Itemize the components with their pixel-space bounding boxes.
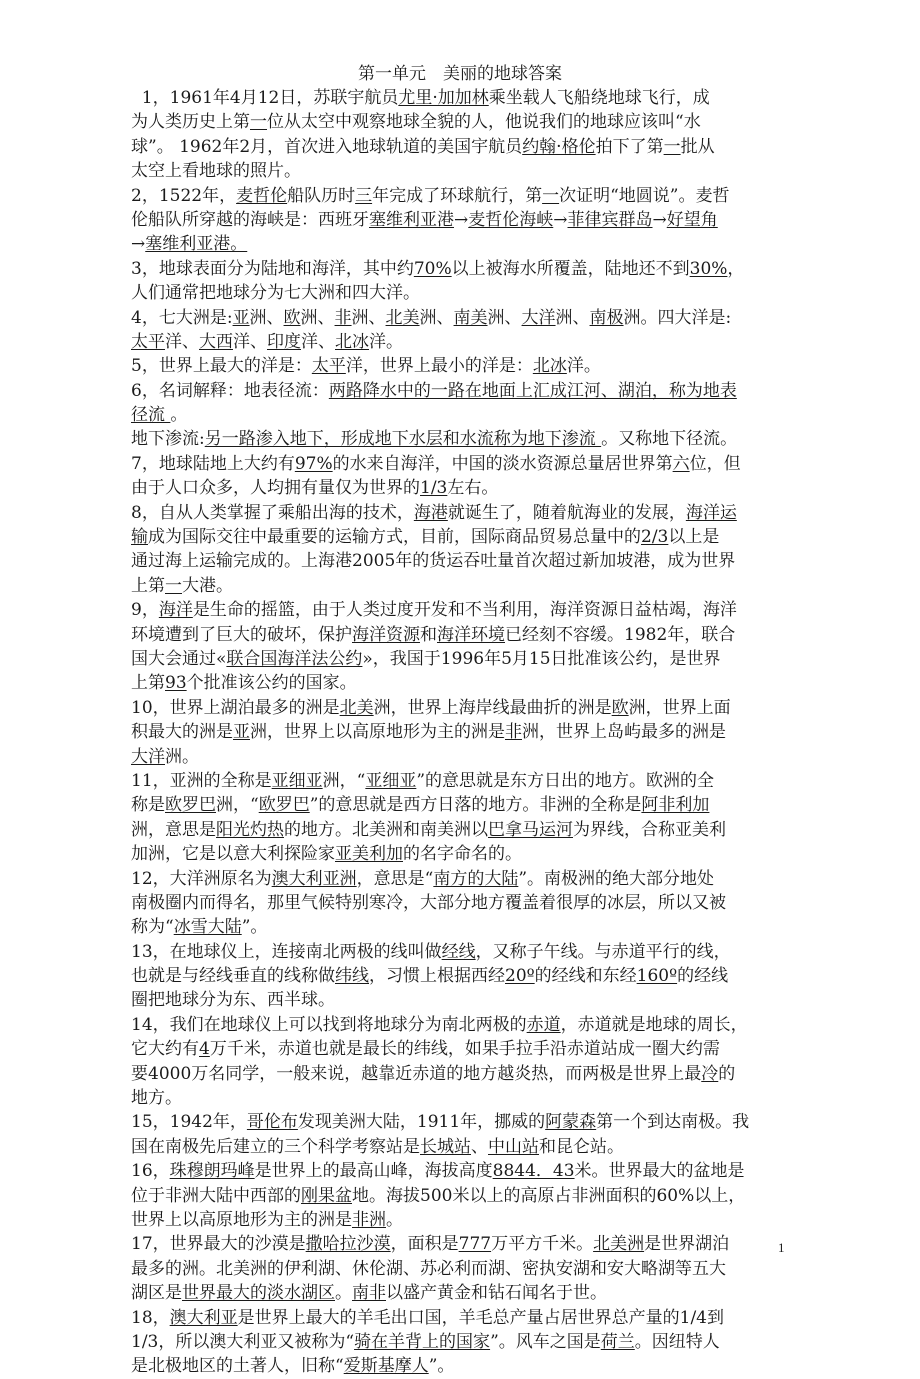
- text-segment: 洲，世界上以高原地形为主的洲是: [250, 722, 505, 743]
- answer-blank: 三: [355, 185, 373, 206]
- text-segment: 16，: [131, 1161, 170, 1182]
- text-segment: 5，世界上最大的洋是：: [131, 356, 312, 377]
- text-segment: 国大会通过«: [131, 648, 227, 669]
- text-line: [131, 1354, 791, 1378]
- text-segment: 2，1522年，: [131, 185, 237, 206]
- text-segment: 是世界上最大的羊毛出口国，羊毛总产量占居世界总产量的1/4到: [237, 1307, 724, 1328]
- text-segment: 批从: [680, 136, 715, 157]
- text-line: [131, 1110, 791, 1134]
- text-line: [131, 915, 791, 939]
- answer-blank: 海洋资源: [352, 624, 420, 645]
- text-segment: 伦船队所穿越的海峡是：西班牙: [131, 209, 369, 230]
- text-segment: →: [553, 209, 568, 230]
- text-segment: 洲，世界上面: [628, 697, 731, 718]
- text-segment: 年完成了环球航行，第: [372, 185, 543, 206]
- answer-blank: 一: [542, 185, 560, 206]
- text-segment: 加洲，它是以意大利探险家: [131, 844, 335, 865]
- answer-blank: 海洋运: [685, 502, 737, 523]
- text-line: [131, 403, 791, 427]
- text-segment: 洲、: [249, 307, 284, 328]
- text-segment: 的: [718, 1063, 736, 1084]
- text-line: [131, 745, 791, 769]
- text-segment: 第一个到达南极。我: [596, 1112, 750, 1133]
- answer-blank: 荷兰: [600, 1331, 635, 1352]
- text-segment: 。: [170, 405, 188, 426]
- text-segment: 6，名词解释：地表径流：: [131, 380, 329, 401]
- text-segment: 洲、: [487, 307, 522, 328]
- text-segment: 洲。四大洋是:: [623, 307, 732, 328]
- text-segment: 称是: [131, 795, 165, 816]
- text-segment: 的水来自海洋，中国的淡水资源总量居世界第: [332, 453, 673, 474]
- text-segment: →: [454, 209, 469, 230]
- answer-blank: 长城站: [420, 1136, 471, 1157]
- answer-blank: 北冰: [532, 356, 567, 377]
- text-segment: 1，1961年4月12日，苏联宇航员: [131, 88, 399, 108]
- text-line: [131, 476, 791, 500]
- answer-blank: 一: [250, 112, 267, 133]
- text-line: [131, 598, 791, 622]
- text-segment: 万千米，赤道也就是最长的纬线，如果手拉手沿赤道站成一圈大约需: [209, 1039, 720, 1060]
- text-line: [131, 110, 791, 134]
- text-segment: 上第: [131, 673, 165, 694]
- text-segment: 的地方。北美洲和南美洲以: [284, 819, 488, 840]
- text-line: [131, 1062, 791, 1086]
- text-segment: 9，: [131, 600, 159, 621]
- text-line: [131, 1086, 791, 1110]
- answer-blank: 4: [199, 1039, 210, 1060]
- answer-blank: 另一路渗入地下，形成地下水层和水流称为地下渗流: [204, 429, 602, 450]
- answer-blank: 麦哲伦: [236, 185, 288, 206]
- text-line: [131, 988, 791, 1012]
- answer-blank: 撒哈拉沙漠: [305, 1234, 391, 1255]
- text-line: [131, 1330, 791, 1354]
- answer-blank: 欧罗巴: [165, 795, 216, 816]
- text-segment: 。: [335, 1283, 352, 1304]
- text-segment: 洲，意思是: [131, 819, 216, 840]
- answer-blank: 160º: [636, 966, 678, 987]
- text-segment: ”。风车之国是: [490, 1331, 601, 1352]
- text-line: [131, 623, 791, 647]
- answer-blank: 30%: [689, 258, 728, 279]
- answer-blank: 阿非利加: [641, 795, 710, 816]
- answer-blank: 爱斯基摩人: [343, 1356, 429, 1377]
- text-segment: 人们通常把地球分为七大洲和四大洋。: [131, 283, 420, 304]
- text-segment: ，习惯上根据西经: [369, 966, 505, 987]
- text-line: [131, 867, 791, 891]
- answer-blank: 海港: [413, 502, 448, 523]
- page-title: 第一单元 美丽的地球答案: [358, 64, 562, 84]
- answer-blank: 2/3: [641, 527, 669, 548]
- text-segment: 世界上以高原地形为主的洲是: [131, 1209, 352, 1230]
- text-segment: 洋、: [301, 331, 335, 352]
- answer-blank: 阿蒙森: [545, 1112, 597, 1133]
- text-segment: 是世界湖泊: [644, 1234, 730, 1255]
- text-segment: 拍下了第: [595, 136, 664, 157]
- text-segment: 12，大洋洲原名为: [131, 868, 272, 889]
- answer-blank: 塞维利亚港: [369, 209, 454, 230]
- text-segment: 洲，世界上岛屿最多的洲是: [522, 722, 726, 743]
- page-number: 1: [778, 1240, 785, 1255]
- text-segment: 地。海拔500米以上的高原占非洲面积的60%以上，: [352, 1185, 746, 1206]
- answer-blank: 非洲: [352, 1209, 386, 1230]
- text-segment: 10，世界上湖泊最多的洲是: [131, 697, 340, 718]
- answer-blank: 六: [672, 453, 690, 474]
- answer-blank: 冷: [701, 1063, 719, 1084]
- text-line: [131, 257, 791, 281]
- answer-blank: 亚: [233, 722, 250, 743]
- answer-blank: 亚美利加: [335, 844, 403, 865]
- text-segment: 洲，“: [216, 795, 259, 816]
- text-segment: ，: [727, 258, 745, 279]
- answer-blank: 777: [458, 1234, 492, 1255]
- text-segment: 湖区是: [131, 1283, 182, 1304]
- text-segment: 是北极地区的土著人，旧称“: [131, 1356, 344, 1377]
- answer-blank: 南非: [352, 1283, 386, 1304]
- text-segment: 洲、: [419, 307, 454, 328]
- text-segment: 13，在地球仪上，连接南北两极的线叫做: [131, 941, 442, 962]
- text-segment: 大港。: [182, 575, 233, 596]
- text-segment: ，又称子午线。与赤道平行的线，: [475, 941, 731, 962]
- answer-blank: 大西: [199, 331, 233, 352]
- answer-blank: 中山站: [488, 1136, 539, 1157]
- answer-blank: 97%: [294, 453, 333, 474]
- answer-blank: 约翰·格伦: [522, 136, 596, 157]
- text-line: [131, 86, 791, 110]
- text-segment: 也就是与经线垂直的线称做: [131, 966, 335, 987]
- text-line: [131, 354, 791, 378]
- text-segment: 和昆仑站。: [539, 1136, 624, 1157]
- text-line: [131, 891, 791, 915]
- text-segment: 3，地球表面分为陆地和海洋，其中约: [131, 258, 414, 279]
- text-segment: 圈把地球分为东、西半球。: [131, 990, 335, 1011]
- text-line: [131, 696, 791, 720]
- text-segment: ，意思是“: [356, 868, 434, 889]
- text-segment: 11，亚洲的全称是: [131, 770, 272, 791]
- text-line: [131, 1037, 791, 1061]
- answer-body: [131, 86, 791, 1379]
- answer-blank: 北美: [385, 307, 420, 328]
- text-line: [131, 135, 791, 159]
- text-segment: 就诞生了，随着航海业的发展，: [447, 502, 686, 523]
- text-segment: 环境遭到了巨大的破坏，保护: [131, 624, 352, 645]
- answer-blank: 北美: [339, 697, 374, 718]
- text-segment: 位，但: [689, 453, 741, 474]
- answer-blank: 塞维利亚港。: [145, 234, 248, 255]
- text-line: [131, 281, 791, 305]
- answer-blank: 刚果盆: [301, 1185, 352, 1206]
- text-segment: 洋。: [369, 331, 403, 352]
- answer-blank: 欧: [283, 307, 301, 328]
- answer-blank: 太平: [131, 331, 165, 352]
- text-segment: →: [131, 234, 146, 255]
- text-segment: 洲，世界上海岸线最曲折的洲是: [373, 697, 612, 718]
- text-line: [131, 720, 791, 744]
- answer-blank: 径流: [131, 405, 171, 426]
- text-segment: 为人类历史上第: [131, 112, 250, 133]
- text-segment: 和: [420, 624, 437, 645]
- text-segment: 洲。: [165, 746, 199, 767]
- text-segment: 。因纽特人: [634, 1331, 720, 1352]
- answer-blank: 两路降水中的一路在地面上汇成江河、湖泊，称为地表: [328, 380, 737, 401]
- text-line: [131, 964, 791, 988]
- answer-blank: 北冰: [335, 331, 369, 352]
- answer-blank: 南方的大陆: [433, 868, 519, 889]
- answer-blank: 菲律宾群岛: [567, 209, 653, 230]
- answer-blank: 尤里·加加林: [398, 88, 489, 108]
- text-segment: 乘坐载人飞船绕地球飞行，成: [488, 88, 710, 108]
- text-segment: 17，世界最大的沙漠是: [131, 1234, 306, 1255]
- text-line: [131, 842, 791, 866]
- text-segment: 、: [471, 1136, 488, 1157]
- text-segment: 球”。 1962年2月，首次进入地球轨道的美国宇航员: [131, 136, 523, 157]
- text-segment: 以上被海水所覆盖，陆地还不到: [451, 258, 690, 279]
- text-segment: 个批准该公约的国家。: [186, 673, 357, 694]
- text-segment: 是生命的摇篮，由于人类过度开发和不当利用，海洋资源日益枯竭，海洋: [192, 600, 737, 621]
- text-segment: 洋、: [233, 331, 267, 352]
- text-segment: 为界线，合称亚美利: [573, 819, 726, 840]
- text-segment: 洋、: [165, 331, 199, 352]
- text-segment: ”。: [428, 1356, 455, 1377]
- answer-blank: 印度: [267, 331, 301, 352]
- text-segment: 发现美洲大陆，1911年，挪威的: [297, 1112, 546, 1133]
- answer-blank: 欧罗巴: [258, 795, 310, 816]
- text-segment: 18，: [131, 1307, 170, 1328]
- answer-blank: 阳光灼热: [216, 819, 284, 840]
- text-segment: 的经线: [677, 966, 729, 987]
- text-segment: 左右。: [447, 478, 499, 499]
- text-line: [131, 452, 791, 476]
- text-segment: 成为国际交往中最重要的运输方式，目前，国际商品贸易总量中的: [148, 527, 641, 548]
- answer-blank: 南美: [453, 307, 488, 328]
- text-segment: 太空上看地球的照片。: [131, 161, 301, 182]
- answer-blank: 亚细亚: [365, 770, 417, 791]
- text-line: [131, 306, 791, 330]
- answer-blank: 亚: [232, 307, 250, 328]
- text-line: [131, 501, 791, 525]
- text-segment: 积最大的洲是: [131, 722, 233, 743]
- answer-blank: 海洋: [158, 600, 193, 621]
- answer-blank: 麦哲伦海峡: [468, 209, 554, 230]
- answer-blank: 冰雪大陆: [173, 917, 242, 938]
- text-segment: 洲、: [555, 307, 590, 328]
- text-segment: ”的意思就是东方日出的地方。欧洲的全: [416, 770, 715, 791]
- answer-blank: 非: [505, 722, 522, 743]
- text-segment: »，我国于1996年5月15日批准该公约，是世界: [362, 648, 721, 669]
- text-line: [131, 208, 791, 232]
- text-segment: 以上是: [668, 527, 720, 548]
- text-segment: 位于非洲大陆中西部的: [131, 1185, 301, 1206]
- answer-blank: 8844．43: [492, 1161, 575, 1182]
- text-line: [131, 1013, 791, 1037]
- text-line: [131, 330, 791, 354]
- answer-blank: 骑在羊背上的国家: [354, 1331, 491, 1352]
- text-segment: 。又称地下径流。: [601, 429, 738, 450]
- text-segment: 洋。: [566, 356, 601, 377]
- answer-blank: 好望角: [666, 209, 718, 230]
- text-line: [131, 1184, 791, 1208]
- text-segment: 以盛产黄金和钻石闻名于世。: [386, 1283, 607, 1304]
- answer-blank: 1/3: [420, 478, 448, 499]
- answer-blank: 太平: [311, 356, 346, 377]
- text-segment: ”的意思就是西方日落的地方。非洲的全称是: [309, 795, 642, 816]
- text-line: [131, 671, 791, 695]
- text-segment: 位从太空中观察地球全貌的人，他说我们的地球应该叫“水: [267, 112, 701, 133]
- answer-blank: 大洋: [131, 746, 165, 767]
- text-line: [131, 1232, 791, 1256]
- text-segment: 上第: [131, 575, 165, 596]
- text-segment: 最多的洲。北美洲的伊利湖、休伦湖、苏必利而湖、密执安湖和安大略湖等五大: [131, 1258, 726, 1279]
- text-segment: 的经线和东经: [534, 966, 637, 987]
- answer-blank: 欧: [611, 697, 629, 718]
- text-segment: 国在南极先后建立的三个科学考察站是: [131, 1136, 420, 1157]
- text-segment: 洲、: [351, 307, 386, 328]
- answer-blank: 联合国海洋法公约: [226, 648, 363, 669]
- answer-blank: 93: [165, 673, 187, 694]
- text-segment: 洋，世界上最小的洋是：: [345, 356, 533, 377]
- text-segment: 8，自从人类掌握了乘船出海的技术，: [131, 502, 414, 523]
- text-segment: 洲、: [300, 307, 335, 328]
- text-segment: 已经刻不容缓。1982年，联合: [505, 624, 736, 645]
- text-segment: 万平方千米。: [491, 1234, 594, 1255]
- text-segment: 南极圈内而得名，那里气候特别寒冷，大部分地方覆盖着很厚的冰层，所以又被: [131, 892, 726, 913]
- answer-blank: 澳大利亚: [169, 1307, 238, 1328]
- answer-blank: 一: [165, 575, 182, 596]
- text-segment: 15，1942年，: [131, 1112, 247, 1133]
- text-segment: 它大约有: [131, 1039, 199, 1060]
- text-line: [131, 549, 791, 573]
- text-line: [131, 940, 791, 964]
- text-line: [131, 793, 791, 817]
- answer-blank: 一: [663, 136, 681, 157]
- text-segment: 7，地球陆地上大约有: [131, 453, 295, 474]
- text-line: [131, 1306, 791, 1330]
- answer-blank: 赤道: [526, 1014, 561, 1035]
- answer-blank: 经线: [441, 941, 476, 962]
- text-line: [131, 159, 791, 183]
- text-line: [131, 574, 791, 598]
- answer-blank: 澳大利亚洲: [271, 868, 357, 889]
- text-segment: 是世界上的最高山峰，海拔高度: [254, 1161, 493, 1182]
- text-line: [131, 379, 791, 403]
- text-segment: 洲，“: [322, 770, 366, 791]
- text-line: [131, 232, 791, 256]
- text-line: [131, 818, 791, 842]
- answer-blank: 大洋: [521, 307, 556, 328]
- text-segment: 。: [386, 1209, 403, 1230]
- text-line: [131, 1257, 791, 1281]
- answer-blank: 20º: [505, 966, 535, 987]
- text-segment: 1/3，所以澳大利亚又被称为“: [131, 1331, 355, 1352]
- text-segment: ”。南极洲的绝大部分地处: [518, 868, 715, 889]
- text-segment: 的名字命名的。: [403, 844, 522, 865]
- text-line: [131, 427, 791, 451]
- text-segment: 次证明“地圆说”。麦哲: [559, 185, 730, 206]
- text-segment: ”。: [241, 917, 268, 938]
- answer-blank: 南极: [589, 307, 624, 328]
- text-segment: 4，七大洲是:: [131, 307, 233, 328]
- text-segment: →: [652, 209, 667, 230]
- answer-blank: 巴拿马运河: [488, 819, 573, 840]
- text-line: [131, 1208, 791, 1232]
- answer-blank: 纬线: [335, 966, 369, 987]
- answer-blank: 北美洲: [593, 1234, 645, 1255]
- text-segment: ，赤道就是地球的周长，: [560, 1014, 748, 1035]
- text-segment: 由于人口众多，人均拥有量仅为世界的: [131, 478, 420, 499]
- text-segment: 通过海上运输完成的。上海港2005年的货运吞吐量首次超过新加坡港，成为世界: [131, 551, 736, 572]
- answer-blank: 珠穆朗玛峰: [169, 1161, 255, 1182]
- text-segment: 地方。: [131, 1088, 182, 1109]
- answer-blank: 亚细亚: [271, 770, 323, 791]
- text-segment: ，面积是: [390, 1234, 459, 1255]
- answer-blank: 输: [131, 527, 148, 548]
- text-segment: 14，我们在地球仪上可以找到将地球分为南北两极的: [131, 1014, 527, 1035]
- text-line: [131, 1159, 791, 1183]
- text-segment: 要4000万名同学，一般来说，越靠近赤道的地方越炎热，而两极是世界上最: [131, 1063, 702, 1084]
- text-segment: 米。世界最大的盆地是: [574, 1161, 745, 1182]
- answer-blank: 海洋环境: [437, 624, 505, 645]
- text-line: [131, 1135, 791, 1159]
- text-line: [131, 769, 791, 793]
- answer-blank: 70%: [413, 258, 452, 279]
- text-line: [131, 184, 791, 208]
- answer-blank: 非: [334, 307, 352, 328]
- text-segment: 船队历时: [287, 185, 356, 206]
- answer-blank: 世界最大的淡水湖区: [182, 1283, 335, 1304]
- text-segment: 称为“: [131, 917, 174, 938]
- text-line: [131, 647, 791, 671]
- text-line: [131, 525, 791, 549]
- text-segment: 地下渗流:: [131, 429, 205, 450]
- answer-blank: 哥伦布: [246, 1112, 298, 1133]
